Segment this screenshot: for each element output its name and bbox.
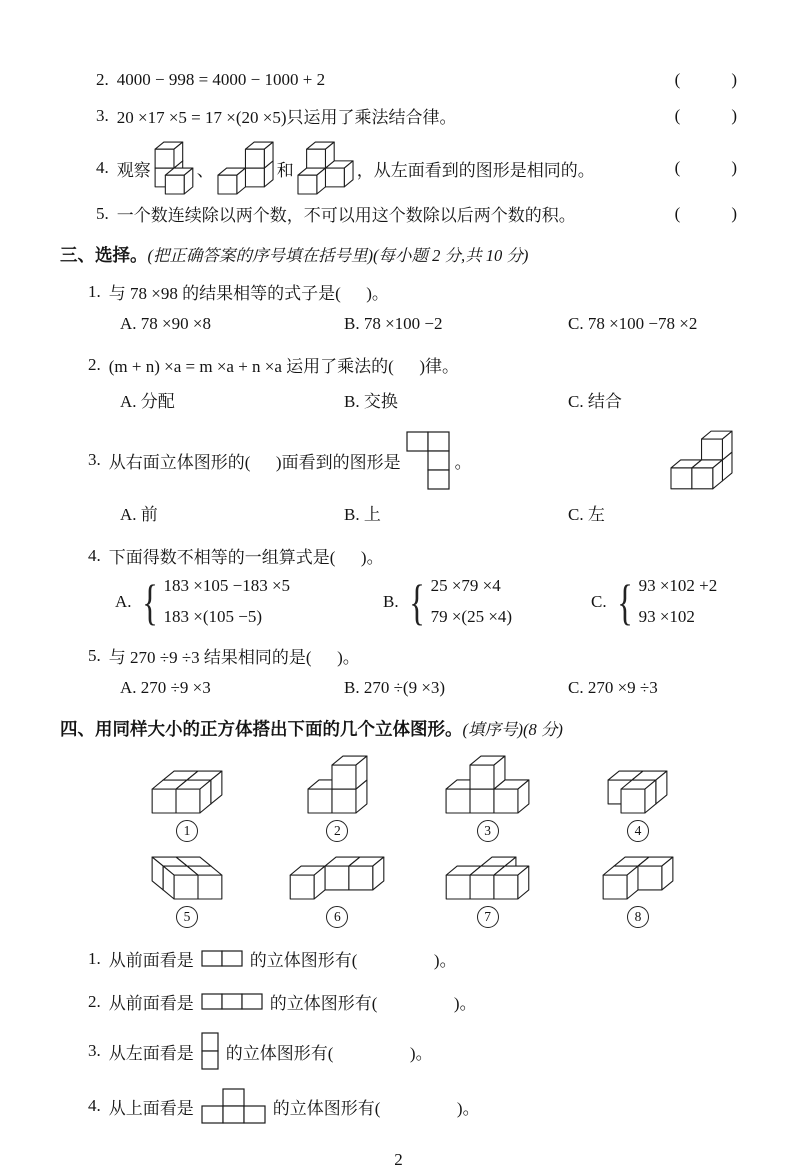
choice-q5-options: [60, 678, 737, 698]
cube-figure-c: [297, 141, 354, 195]
option-c: C. 左: [568, 505, 605, 524]
question-text: 从右面立体图形的( )面看到的图形是: [108, 452, 401, 472]
choice-q2: [60, 352, 737, 377]
pair-a: [115, 573, 383, 630]
option-c: C. 270 ×9 ÷3: [568, 678, 658, 697]
pair-c: [591, 573, 718, 630]
choice-q1-options: [60, 314, 737, 334]
option-a: A. 270 ÷9 ×3: [120, 678, 211, 697]
judge-item-4: [60, 141, 737, 195]
section-title: 四、用同样大小的正方体搭出下面的几个立体图形。: [60, 719, 463, 739]
question-text: (m + n) ×a = m ×a + n ×a 运用了乘法的( )律。: [108, 357, 460, 376]
question-text-end: 的立体图形有( )。: [269, 994, 477, 1013]
figure-label-5: 5: [176, 906, 198, 928]
build-q4: [60, 1088, 737, 1124]
option-c: C. 结合: [568, 392, 622, 411]
item-text: 20 ×17 ×5 = 17 ×(20 ×5)只运用了乘法结合律。: [116, 108, 457, 127]
question-number: 5.: [88, 645, 101, 665]
question-text-end: 的立体图形有( )。: [272, 1098, 480, 1118]
front-view-shape-3wide: [201, 993, 263, 1010]
solid-figure-5: [132, 856, 242, 928]
question-text: 从上面看是: [108, 1098, 194, 1118]
choice-q5: [60, 643, 737, 668]
left-view-shape-2tall: [201, 1032, 219, 1070]
item-number: 4.: [96, 158, 109, 177]
choice-q2-options: [60, 387, 737, 412]
answer-bracket: ( ): [674, 70, 737, 89]
expression-top: 183 ×105 −183 ×5: [163, 576, 291, 595]
option-a: A. 前: [120, 505, 158, 524]
choice-section-header: [60, 242, 737, 267]
item-text: ，从左面看到的图形是相同的。: [356, 160, 595, 180]
brace-glyph: {: [141, 573, 158, 630]
section-subtitle: (把正确答案的序号填在括号里)(每小题 2 分,共 10 分): [147, 246, 529, 265]
solid-figure-right-margin: [670, 430, 733, 490]
question-number: 4.: [88, 545, 101, 565]
expression-top: 93 ×102 +2: [638, 576, 718, 595]
question-text: 与 78 ×98 的结果相等的式子是( )。: [108, 284, 389, 303]
solid-figure-4: [583, 770, 693, 842]
cube-drawing-5: [151, 856, 223, 900]
question-text: 与 270 ÷9 ÷3 结果相同的是( )。: [108, 648, 360, 667]
choice-q4-expression-pairs: [60, 573, 737, 630]
cube-drawing-2: [307, 755, 368, 814]
cube-drawing-4: [607, 770, 668, 814]
option-a: A. 分配: [120, 392, 175, 411]
brace-glyph: {: [616, 573, 633, 630]
build-q1: [60, 946, 737, 971]
figure-label-1: 1: [176, 820, 198, 842]
section-subtitle: (填序号)(8 分): [462, 720, 563, 739]
question-number: 1.: [88, 281, 101, 301]
figure-label-6: 6: [326, 906, 348, 928]
choice-q4: [60, 543, 737, 568]
section-title: 三、选择。: [60, 245, 148, 265]
page-number: 2: [394, 1150, 403, 1169]
solid-figures-row-2: [60, 856, 737, 928]
answer-bracket: ( ): [674, 105, 737, 125]
question-number: 3.: [88, 1041, 101, 1060]
item-text: 一个数连续除以两个数，不可以用这个数除以后两个数的积。: [116, 206, 576, 225]
question-text: 从前面看是: [108, 994, 194, 1013]
item-text: 4000 − 998 = 4000 − 1000 + 2: [116, 70, 326, 89]
question-number: 4.: [88, 1096, 101, 1115]
solid-figure-6: [282, 856, 392, 928]
judge-item-2: [60, 70, 737, 90]
figure-label-4: 4: [627, 820, 649, 842]
brace-glyph: {: [408, 573, 425, 630]
figure-label-3: 3: [477, 820, 499, 842]
question-number: 1.: [88, 948, 101, 968]
figure-label-2: 2: [326, 820, 348, 842]
question-text: 下面得数不相等的一组算式是( )。: [108, 548, 384, 567]
answer-bracket: ( ): [674, 203, 737, 223]
top-view-shape-t: [201, 1088, 266, 1124]
item-number: 5.: [96, 203, 109, 223]
question-text: 从前面看是: [108, 951, 194, 970]
option-c: C. 78 ×100 −78 ×2: [568, 314, 698, 333]
expression-bottom: 79 ×(25 ×4): [430, 607, 513, 626]
question-text-end: 的立体图形有( )。: [225, 1043, 433, 1063]
question-number: 2.: [88, 354, 101, 374]
build-q2: [60, 989, 737, 1014]
answer-bracket: ( ): [674, 158, 737, 177]
figure-label-7: 7: [477, 906, 499, 928]
view-shape-figure: [406, 431, 450, 490]
solid-figures-row-1: [60, 755, 737, 842]
pair-b: [383, 573, 591, 630]
choice-q1: [60, 279, 737, 304]
question-text-end: 。: [454, 452, 472, 472]
solid-figure-1: [132, 770, 242, 842]
judge-item-3: [60, 103, 737, 128]
option-b: B. 270 ÷(9 ×3): [344, 678, 446, 697]
pair-label: A.: [115, 591, 132, 611]
question-text-end: 的立体图形有( )。: [249, 951, 457, 970]
question-number: 3.: [88, 450, 101, 469]
expression-bottom: 93 ×102: [638, 607, 695, 626]
item-number: 3.: [96, 105, 109, 125]
front-view-shape-2wide: [201, 950, 243, 967]
cube-drawing-6: [289, 856, 385, 900]
expression-bottom: 183 ×(105 −5): [163, 607, 263, 626]
question-number: 2.: [88, 991, 101, 1011]
build-q3: [60, 1032, 737, 1070]
option-b: B. 78 ×100 −2: [344, 314, 443, 333]
solid-figure-8: [583, 856, 693, 928]
cube-drawing-7: [445, 856, 530, 900]
solid-figure-3: [433, 755, 543, 842]
option-a: A. 78 ×90 ×8: [120, 314, 211, 333]
cube-drawing-3: [445, 755, 530, 814]
build-section-header: [60, 716, 737, 741]
separator: 、: [196, 160, 214, 180]
pair-label: C.: [591, 591, 607, 611]
figure-label-8: 8: [627, 906, 649, 928]
option-b: B. 交换: [344, 392, 398, 411]
cube-figure-a: [154, 141, 194, 195]
expression-top: 25 ×79 ×4: [430, 576, 501, 595]
pair-label: B.: [383, 591, 399, 611]
judge-item-5: [60, 201, 737, 226]
cube-figure-b: [217, 141, 274, 195]
solid-figure-2: [282, 755, 392, 842]
question-text: 从左面看是: [108, 1043, 194, 1063]
separator: 和: [276, 160, 294, 180]
item-number: 2.: [96, 70, 109, 89]
option-b: B. 上: [344, 505, 381, 524]
cube-drawing-8: [602, 856, 674, 900]
choice-q3-options: [60, 500, 737, 525]
solid-figure-7: [433, 856, 543, 928]
cube-drawing-1: [151, 770, 223, 814]
choice-q3: [60, 430, 737, 490]
item-text: 观察: [116, 160, 151, 180]
